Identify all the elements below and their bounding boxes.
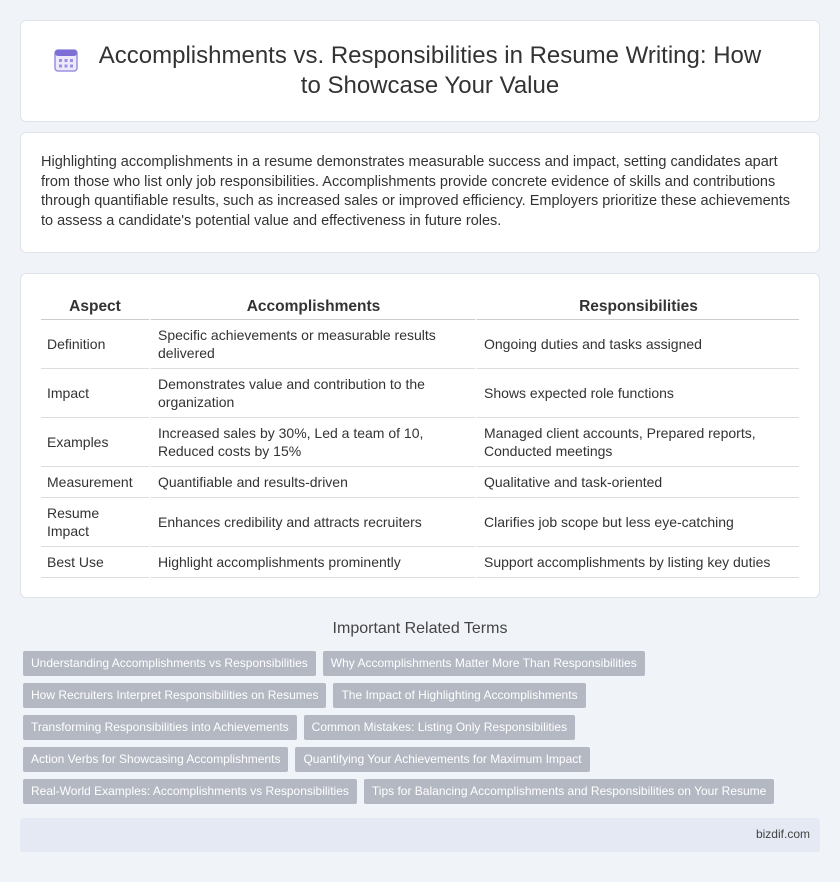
header-card xyxy=(20,20,820,122)
table-header-row xyxy=(41,296,799,320)
table-row xyxy=(41,467,799,498)
table-row xyxy=(41,320,799,369)
related-term-link[interactable]: Tips for Balancing Accomplishments and Responsibilities on Your Resume xyxy=(364,779,774,804)
table-cell: Qualitative and task-oriented xyxy=(475,467,799,498)
tag-row xyxy=(23,651,803,676)
related-terms-list xyxy=(23,651,803,811)
table-row xyxy=(41,418,799,467)
table-cell: Highlight accomplishments prominently xyxy=(149,547,475,578)
table-cell: Clarifies job scope but less eye-catching xyxy=(475,498,799,547)
table-cell: Support accomplishments by listing key duties xyxy=(475,547,799,578)
related-term-link[interactable]: Understanding Accomplishments vs Responsibilities xyxy=(23,651,316,676)
table-cell: Examples xyxy=(41,418,149,467)
intro-paragraph: Highlighting accomplishments in a resume demonstrates measurable success and impact, setting candidates apart from those who list only job responsibilities. Accomplishments provide concrete evidence of skills and contributions through quantifiable results, such as increased sales or improved efficiency. Employers prioritize these achievements to assess a candidate's potential value and effectiveness in future roles. xyxy=(41,154,791,229)
table-cell: Enhances credibility and attracts recruiters xyxy=(149,498,475,547)
related-term-link[interactable]: Why Accomplishments Matter More Than Responsibilities xyxy=(323,651,645,676)
related-term-link[interactable]: Common Mistakes: Listing Only Responsibilities xyxy=(304,715,575,740)
table-cell: Ongoing duties and tasks assigned xyxy=(475,320,799,369)
table-cell: Measurement xyxy=(41,467,149,498)
table-cell: Demonstrates value and contribution to the organization xyxy=(149,369,475,418)
table-cell: Impact xyxy=(41,369,149,418)
table-cell: Resume Impact xyxy=(41,498,149,547)
table-cell: Managed client accounts, Prepared reports, Conducted meetings xyxy=(475,418,799,467)
table-cell: Quantifiable and results-driven xyxy=(149,467,475,498)
header-responsibilities: Responsibilities xyxy=(475,296,799,320)
related-term-link[interactable]: Quantifying Your Achievements for Maximum Impact xyxy=(295,747,589,772)
tag-row xyxy=(23,683,803,708)
related-terms-title: Important Related Terms xyxy=(332,620,508,637)
footer xyxy=(20,818,820,852)
table-row xyxy=(41,498,799,547)
table-row xyxy=(41,369,799,418)
tag-row xyxy=(23,747,803,772)
header-accomplishments: Accomplishments xyxy=(149,296,475,320)
table-row xyxy=(41,547,799,578)
page-title: Accomplishments vs. Responsibilities in Resume Writing: How to Showcase Your Value xyxy=(98,42,762,99)
footer-brand[interactable]: bizdif.com xyxy=(755,827,810,841)
calendar-icon xyxy=(53,47,79,73)
related-term-link[interactable]: The Impact of Highlighting Accomplishments xyxy=(333,683,585,708)
related-term-link[interactable]: Action Verbs for Showcasing Accomplishments xyxy=(23,747,288,772)
intro-card xyxy=(20,132,820,253)
comparison-card xyxy=(20,273,820,598)
table-cell: Definition xyxy=(41,320,149,369)
tag-row xyxy=(23,779,803,804)
table-cell: Specific achievements or measurable results delivered xyxy=(149,320,475,369)
table-cell: Shows expected role functions xyxy=(475,369,799,418)
table-cell: Increased sales by 30%, Led a team of 10, Reduced costs by 15% xyxy=(149,418,475,467)
comparison-table xyxy=(41,296,799,578)
tag-row xyxy=(23,715,803,740)
related-term-link[interactable]: How Recruiters Interpret Responsibilities on Resumes xyxy=(23,683,326,708)
table-cell: Best Use xyxy=(41,547,149,578)
related-term-link[interactable]: Real-World Examples: Accomplishments vs Responsibilities xyxy=(23,779,357,804)
header-aspect: Aspect xyxy=(41,296,149,320)
related-term-link[interactable]: Transforming Responsibilities into Achievements xyxy=(23,715,297,740)
